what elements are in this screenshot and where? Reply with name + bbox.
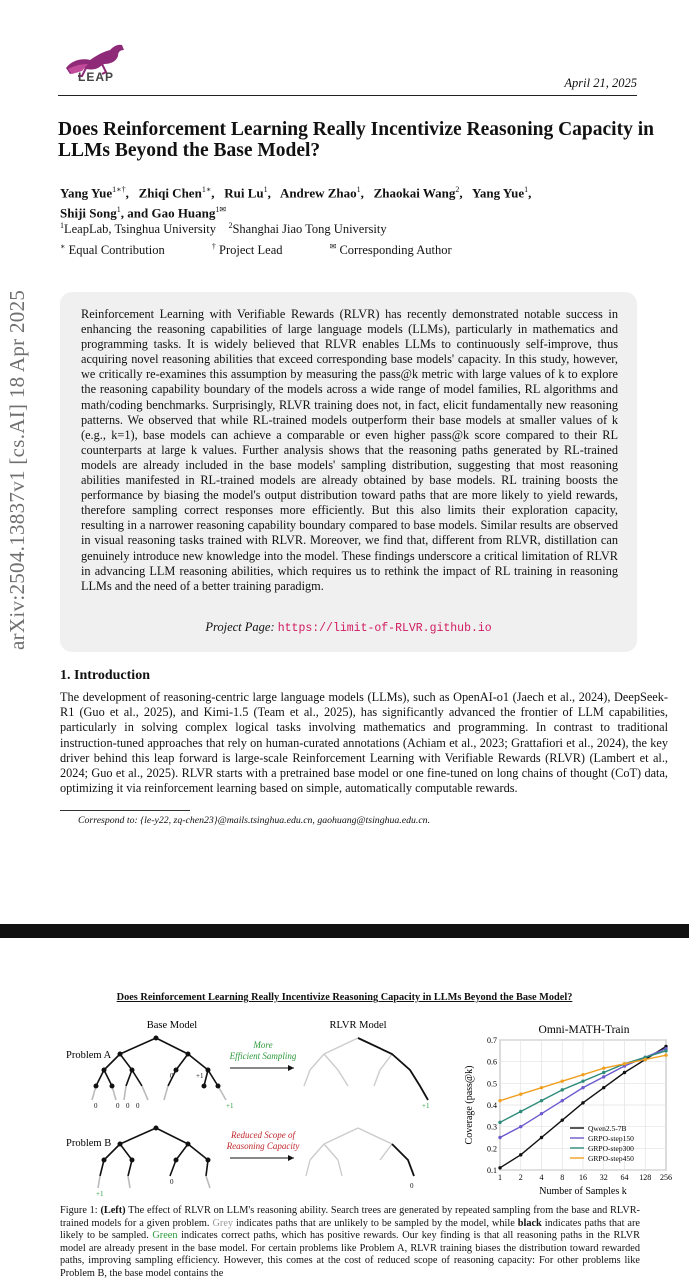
paper-title: Does Reinforcement Learning Really Incentivize Reasoning Capacity in LLMs Beyond the Base Model? [58,119,654,161]
section-heading-introduction: 1. Introduction [60,668,150,683]
project-page-label: Project Page: [205,620,275,634]
svg-text:0: 0 [94,1102,98,1110]
chart-y-tick-label: 0.1 [487,1166,497,1175]
note-equal: Equal Contribution [68,243,165,258]
coverage-line-chart [462,1020,674,1202]
author-name: Zhaokai Wang [373,185,456,201]
svg-text:0: 0 [126,1102,130,1110]
footnote-correspondence: Correspond to: {le-y22, zq-chen23}@mails.tsinghua.edu.cn, gaohuang@tsinghua.edu.cn. [78,815,431,826]
chart-x-tick-label: 2 [518,1173,523,1182]
abstract-box [60,292,637,652]
arxiv-side-label[interactable]: arXiv:2504.13837v1 [cs.AI] 18 Apr 2025 [5,289,29,650]
chart-title: Omni-MATH-Train [538,1024,630,1036]
chart-data-point [498,1136,501,1139]
author-name: Andrew Zhao [279,185,357,201]
tree-b-rlvr [306,1128,408,1176]
introduction-text: The development of reasoning-centric large language models (LLMs), such as OpenAI-o1 (Jaech et al., 2024), DeepSeek-R1 (Guo et al., 2025), and Kimi-1.5 (Team et al., 2025), has significantly advanced the frontier of LLM capabilities, particularly in solving complex logical tasks involving mathematics and programming. In contrast to traditional instruction-tuned approaches that rely on human-curated annotations (Achiam et al., 2023; Grattafiori et al., 2024), the key driver behind this leap forward is large-scale Reinforcement Learning with Verifiable Rewards (RLVR) (Lambert et al., 2024; Guo et al., 2025). RLVR starts with a pretrained base model or one fine-tuned on long chains of thought (CoT) data, optimizing it via reinforcement learning based on simple, automatically computable rewards. [60,690,668,796]
svg-text:0: 0 [410,1182,414,1190]
author-list: Yang Yue$^{1∗\dagger}$, Zhiqi Chen$^{1∗}$, Rui Lu$^1$, Andrew Zhao$^1$, Zhaokai Wang$^2$, Yang Yue$^1$, Shiji Song$^1$, and Gao Huang$^{1✉}$ [60,185,532,221]
chart-data-point [581,1073,584,1076]
logo-text: LEAP [78,70,115,84]
chart-data-point [664,1049,667,1052]
svg-text:+1: +1 [422,1102,430,1110]
chart-data-point [602,1086,605,1089]
chart-x-tick-label: 8 [560,1173,565,1182]
arrow-a-text-line1: More [253,1040,273,1050]
base-model-label: Base Model [146,1020,198,1031]
chart-legend-label: GRPO-step450 [588,1154,634,1163]
chart-data-point [644,1058,647,1061]
tree-a-rlvr [304,1038,392,1086]
svg-text:0: 0 [170,1178,174,1186]
affiliation-tsinghua: LeapLab, Tsinghua University [64,222,216,237]
chart-data-point [540,1099,543,1102]
arrow-b-head-icon [288,1155,294,1161]
affiliation-sjtu: Shanghai Jiao Tong University [232,222,387,237]
abstract-text: Reinforcement Learning with Verifiable Rewards (RLVR) has recently demonstrated notable success in enhancing the reasoning capabilities of large language models (LLMs), particularly in mathematics and programming tasks. It is widely believed that RLVR enables LLMs to continuously self-improve, thus acquiring novel reasoning abilities that exceed corresponding base models' capacity. In this study, however, we critically re-examines this assumption by measuring the pass@k metric with large values of k to explore the reasoning capability boundary of the models across a wide range of model families, RL algorithms and math/coding benchmarks. Surprisingly, RLVR training does not, in fact, elicit fundamentally new reasoning patterns. We observed that while RL-trained models outperform their base models at smaller values of k (e.g., k=1), base models can achieve a comparable or even higher pass@k score compared to their RL counterparts at large k values. Further analysis shows that the reasoning paths generated by RL-trained models are already included in the base models' sampling distribution, suggesting that most reasoning abilities manifested in RL-trained models are already obtained by base models. RL training boosts the performance by biasing the model's output distribution toward paths that are more likely to yield rewards, therefore sampling correct responses more efficiently. But this also limits their exploration capacity, resulting in a narrower reasoning capability boundary compared to base models. Similar results are observed in visual reasoning tasks trained with RLVR. Moreover, we find that, different from RLVR, distillation can genuinely introduce new knowledge into the model. These findings underscore a critical limitation of RLVR in advancing LLM reasoning abilities, which requires us to rethink the impact of RL training in reasoning LLMs and the need of a better training paradigm. [81,307,618,593]
chart-data-point [602,1075,605,1078]
rlvr-model-label: RLVR Model [329,1020,387,1031]
chart-x-tick-label: 128 [639,1173,652,1182]
author-name: Yang Yue [471,185,525,201]
arrow-a-head-icon [288,1065,294,1071]
chart-y-tick-label: 0.3 [487,1122,497,1132]
chart-data-point [519,1110,522,1113]
contribution-notes: ∗ Equal Contribution † Project Lead ✉ Corresponding Author [60,242,452,258]
chart-data-point [581,1079,584,1082]
author-name: Rui Lu [224,185,264,201]
chart-y-tick-label: 0.4 [487,1101,497,1110]
chart-data-point [519,1125,522,1128]
chart-x-tick-label: 256 [660,1173,672,1182]
chart-data-point [498,1121,501,1124]
author-name: Zhiqi Chen [138,185,202,201]
svg-text:0: 0 [170,1072,174,1080]
problem-b-label: Problem B [66,1138,112,1149]
search-tree-figure [58,1016,466,1198]
author-name: Gao Huang [151,205,216,221]
svg-text:0: 0 [116,1102,120,1110]
chart-data-point [498,1166,501,1169]
author-name: Yang Yue [60,185,113,201]
chart-data-point [623,1062,626,1065]
arrow-a-text-line2: Efficient Sampling [229,1051,297,1061]
chart-x-tick-label: 4 [539,1173,544,1182]
chart-legend-label: Qwen2.5-7B [588,1124,627,1133]
problem-a-label: Problem A [66,1050,112,1061]
arrow-b-text-line1: Reduced Scope of [231,1130,295,1140]
figure-1-caption: Figure 1: (Left) The effect of RLVR on LLM's reasoning ability. Search trees are generated by repeated sampling from the base and RLVR-trained models for a given problem. Grey indicates paths that are unlikely to be sampled by the model, while black indicates paths that are likely to be sampled. Green indicates correct paths, which has positive rewards. Our key finding is that all reasoning paths in the RLVR model are already present in the base model. For certain problems like Problem A, RLVR training biases the distribution toward rewarded paths, improving sampling efficiency. However, this comes at the cost of reduced scope of reasoning capacity: For other problems like Problem B, the base model contains the [60,1205,640,1279]
chart-y-axis-label: Coverage (pass@k) [464,1065,475,1145]
chart-y-tick-label: 0.2 [487,1144,497,1154]
svg-text:+1: +1 [226,1102,234,1110]
chart-data-point [561,1099,564,1102]
chart-data-point [602,1071,605,1074]
chart-x-tick-label: 64 [620,1173,629,1182]
arrow-b-text-line2: Reasoning Capacity [226,1141,300,1151]
paper-page-2 [0,938,689,1280]
chart-data-point [581,1101,584,1104]
chart-data-point [602,1066,605,1069]
chart-data-point [664,1053,667,1056]
chart-data-point [540,1136,543,1139]
chart-data-point [623,1071,626,1074]
chart-data-point [540,1086,543,1089]
chart-data-point [540,1112,543,1115]
project-page-link[interactable]: https://limit-of-RLVR.github.io [277,622,492,635]
chart-data-point [498,1099,501,1102]
chart-y-tick-label: 0.6 [487,1057,497,1067]
header-rule [58,95,637,96]
chart-x-axis-label: Number of Samples k [539,1186,627,1197]
chart-y-tick-label: 0.5 [487,1079,497,1089]
tree-b-base [98,1128,210,1188]
chart-y-tick-label: 0.7 [487,1036,497,1045]
svg-text:0: 0 [136,1102,140,1110]
chart-x-tick-label: 1 [498,1173,502,1182]
publication-date: April 21, 2025 [564,76,637,90]
footnote-rule [60,810,190,811]
chart-data-point [561,1079,564,1082]
svg-text:+1: +1 [196,1072,204,1080]
svg-text:+1: +1 [96,1190,104,1198]
chart-data-point [561,1118,564,1121]
chart-x-tick-label: 32 [599,1173,608,1182]
chart-data-point [581,1086,584,1089]
chart-x-tick-label: 16 [579,1173,587,1182]
author-name: Shiji Song [60,205,117,221]
chart-data-point [519,1092,522,1095]
chart-legend-label: GRPO-step150 [588,1134,634,1143]
note-corresponding: Corresponding Author [339,243,452,258]
note-lead: Project Lead [219,243,283,258]
page-separator [0,924,689,938]
chart-legend-label: GRPO-step300 [588,1144,634,1153]
running-title: Does Reinforcement Learning Really Incentivize Reasoning Capacity in LLMs Beyond the Base Model? [116,992,573,1003]
project-page-line [60,620,637,635]
chart-data-point [519,1153,522,1156]
chart-data-point [561,1088,564,1091]
affiliations: $^1$LeapLab, Tsinghua University $^2$Shanghai Jiao Tong University [60,221,387,237]
